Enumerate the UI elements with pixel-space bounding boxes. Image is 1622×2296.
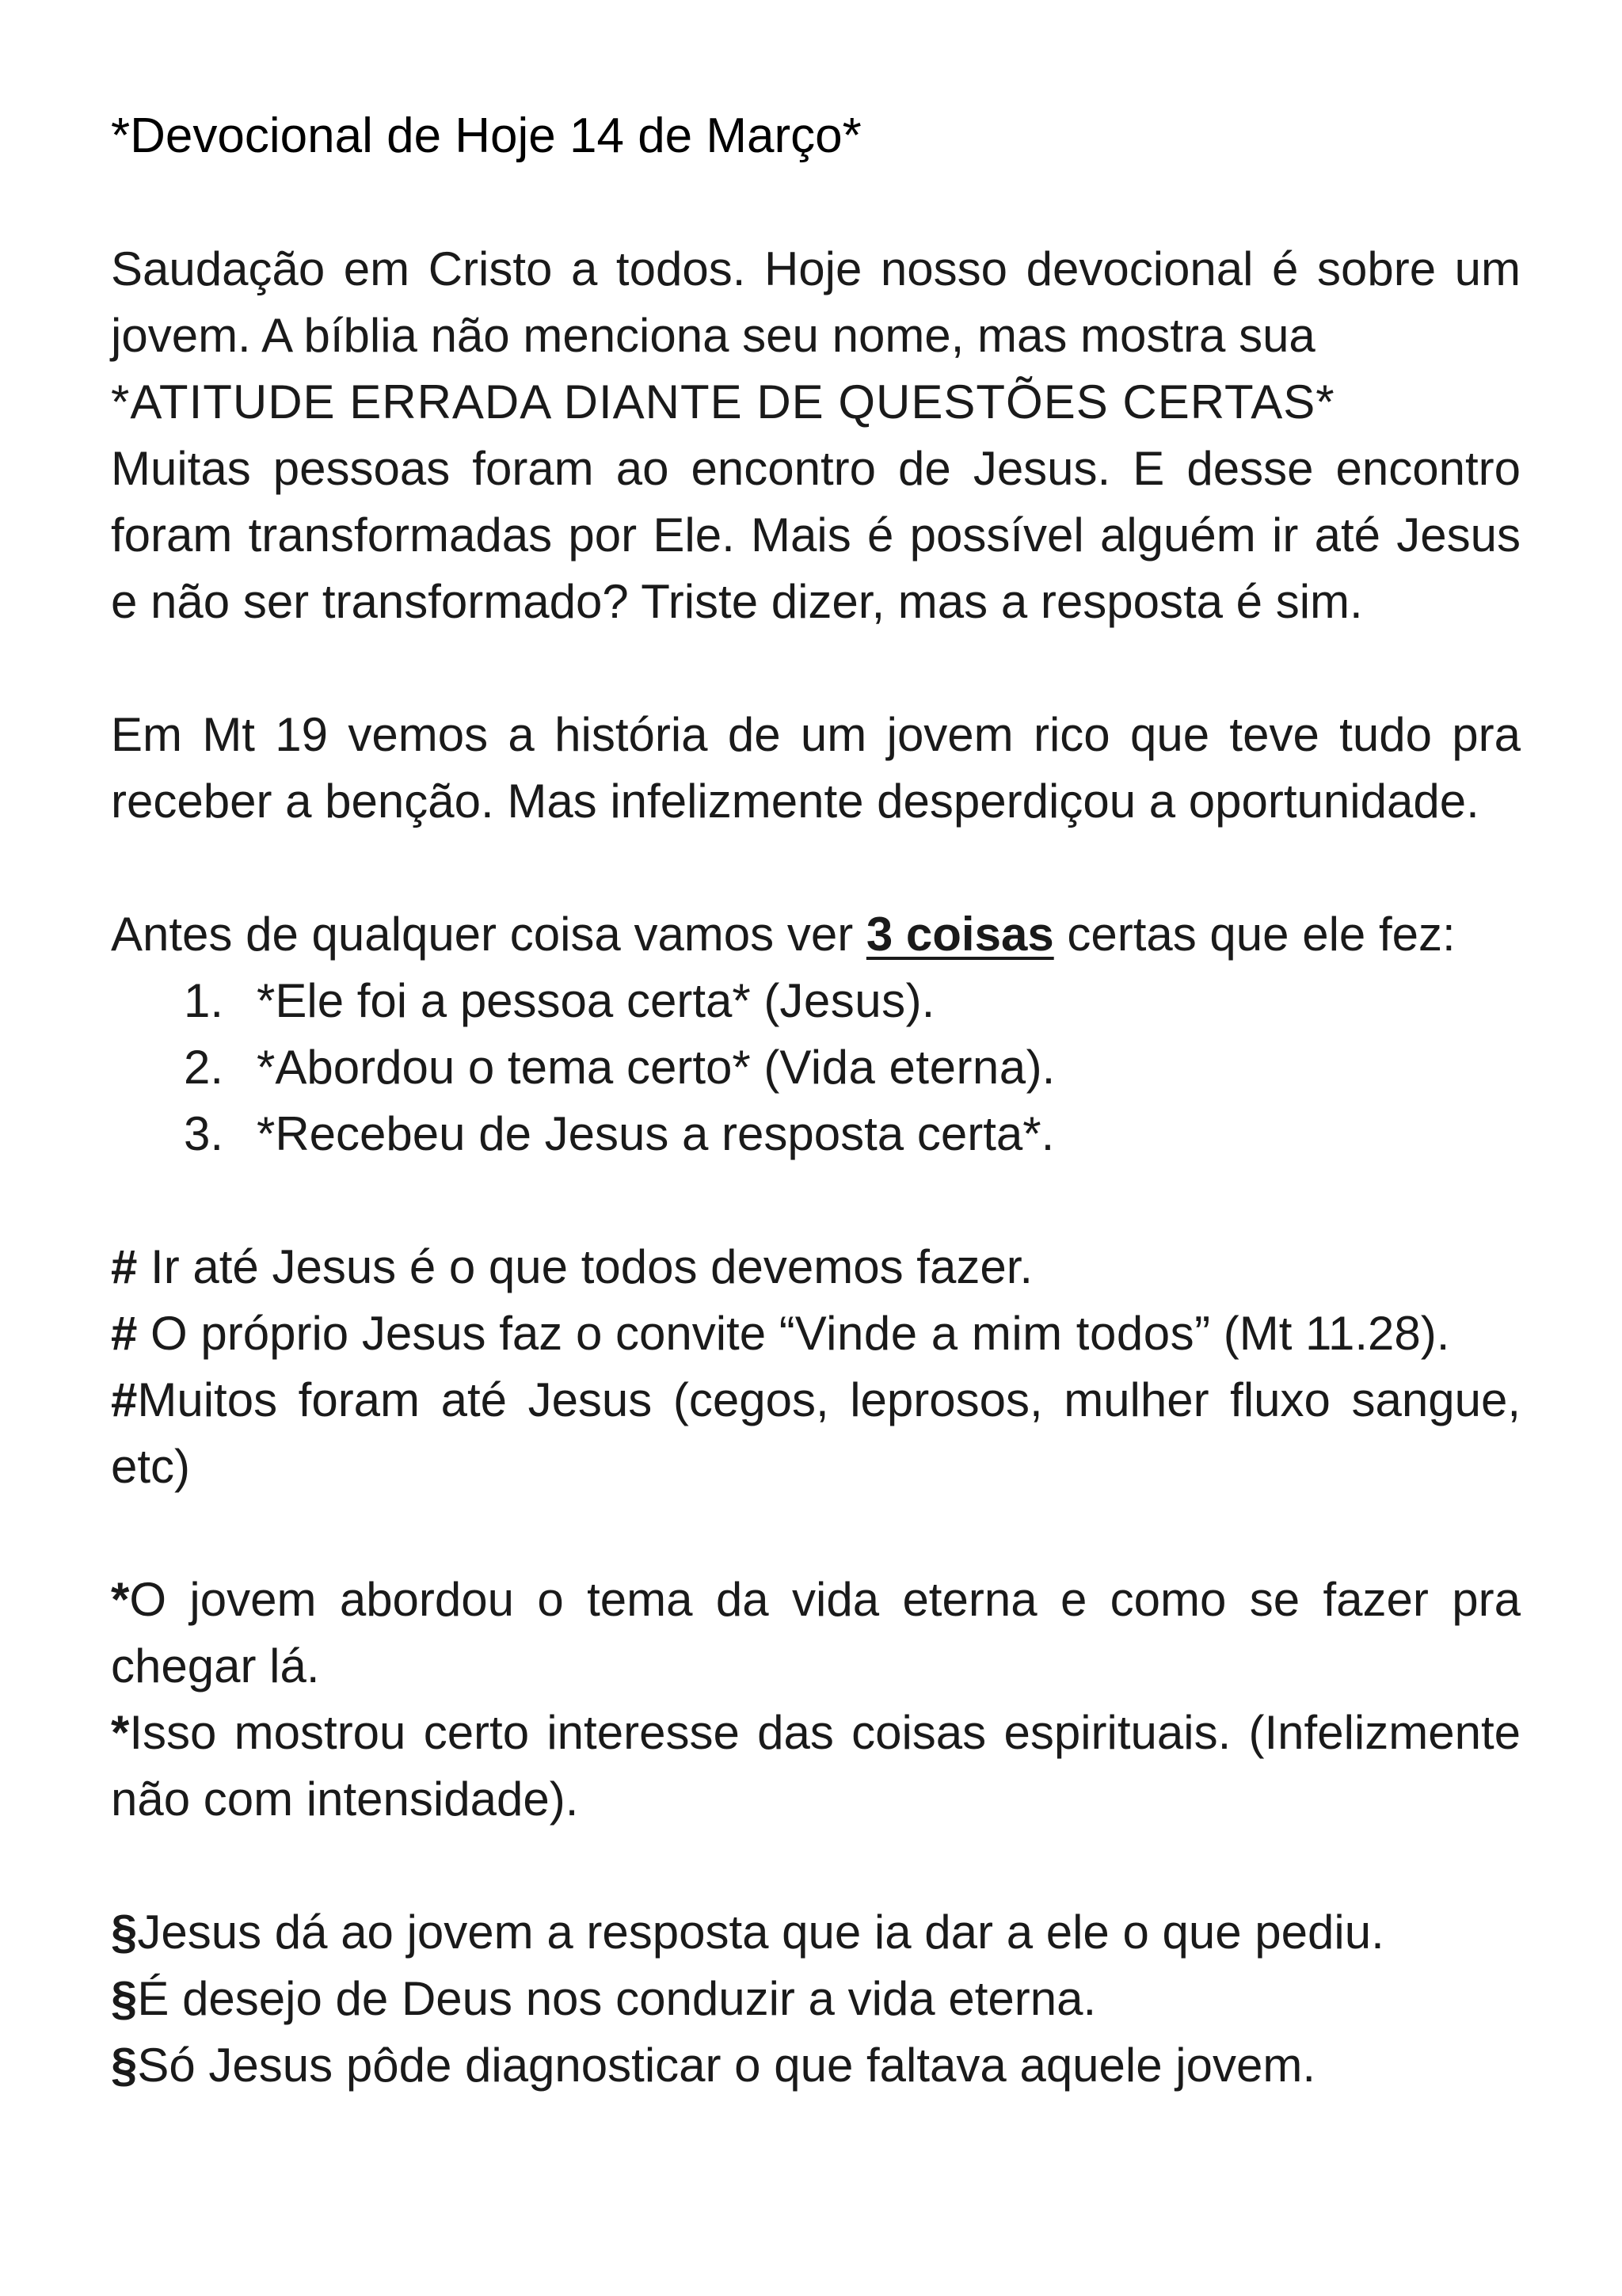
section-point — [111, 1966, 1521, 2032]
list-item-emphasis: Vida eterna — [779, 1041, 1026, 1094]
things-lead-after: certas que ele fez: — [1053, 908, 1456, 961]
star-point-text: O jovem abordou o tema da vida eterna e como se fazer pra chegar lá. — [111, 1573, 1521, 1692]
things-lead-underlined: 3 coisas — [866, 908, 1054, 961]
list-item-number: 1. — [184, 974, 224, 1027]
list-item-tail: ). — [905, 974, 935, 1027]
section-mark: § — [111, 2039, 138, 2092]
star-point — [111, 1700, 1521, 1833]
hash-mark: # — [111, 1373, 138, 1426]
list-item — [111, 1101, 1521, 1167]
list-item-number: 3. — [184, 1107, 224, 1160]
hash-point — [111, 1367, 1521, 1500]
spacer — [111, 1833, 1521, 1899]
list-item-emphasis: Jesus — [779, 974, 906, 1027]
story-paragraph: Em Mt 19 vemos a história de um jovem rico que teve tudo pra receber a benção. Mas infelizmente desperdiçou a oportunidade. — [111, 708, 1521, 828]
hash-point-tail: ” (Mt 11.28). — [1194, 1307, 1450, 1360]
spacer — [111, 1500, 1521, 1567]
intro-paragraph: Saudação em Cristo a todos. Hoje nosso devocional é sobre um jovem. A bíblia não menciona seu nome, mas mostra sua — [111, 242, 1521, 362]
list-item-text — [257, 1034, 1055, 1101]
hash-mark: # — [111, 1240, 138, 1293]
section-point-text: É desejo de Deus nos conduzir a vida eterna. — [137, 1972, 1097, 2025]
hash-point-text: Muitos foram até Jesus (cegos, leprosos, mulher fluxo sangue, etc) — [111, 1373, 1521, 1493]
star-mark: * — [111, 1706, 130, 1759]
spacer — [111, 635, 1521, 702]
hash-mark: # — [111, 1307, 138, 1360]
list-item-number: 2. — [184, 1041, 224, 1094]
section-point — [111, 1899, 1521, 1966]
spacer — [111, 1167, 1521, 1234]
list-item — [111, 968, 1521, 1034]
things-lead-before: Antes de qualquer coisa vamos ver — [111, 908, 866, 961]
list-item-body: *Recebeu de Jesus a resposta certa*. — [257, 1107, 1055, 1160]
things-list — [111, 968, 1521, 1167]
list-item-text — [257, 1101, 1054, 1167]
page-title: *Devocional de Hoje 14 de Março* — [111, 109, 862, 163]
list-item-body: *Ele foi a pessoa certa* ( — [257, 974, 780, 1027]
intro-body: Muitas pessoas foram ao encontro de Jesus. E desse encontro foram transformadas por Ele. Mais é possível alguém ir até Jesus e não ser transformado? Triste dizer, mas a resposta é sim. — [111, 442, 1521, 628]
list-item-body: *Abordou o tema certo* ( — [257, 1041, 780, 1094]
star-point — [111, 1567, 1521, 1700]
things-lead — [111, 901, 1521, 968]
list-item-text — [257, 968, 935, 1034]
star-mark: * — [111, 1573, 130, 1626]
hash-point-emphasis: Vinde a mim todos — [794, 1307, 1195, 1360]
section-mark: § — [111, 1972, 138, 2025]
star-point-text: Isso mostrou certo interesse das coisas espirituais. (Infelizmente não com intensidade). — [111, 1706, 1521, 1826]
hash-point — [111, 1234, 1521, 1300]
section-point-text: Jesus dá ao jovem a resposta que ia dar a ele o que pediu. — [137, 1906, 1384, 1959]
devotional-page — [111, 103, 1521, 2099]
section-point-text: Só Jesus pôde diagnosticar o que faltava aquele jovem. — [137, 2039, 1316, 2092]
hash-point-text: O próprio Jesus faz o convite “ — [137, 1307, 795, 1360]
hash-point — [111, 1300, 1521, 1367]
spacer — [111, 835, 1521, 901]
spacer — [111, 169, 1521, 236]
hash-point-text: Ir até Jesus é o que todos devemos fazer. — [137, 1240, 1034, 1293]
list-item — [111, 1034, 1521, 1101]
section-mark: § — [111, 1906, 138, 1959]
list-item-tail: ). — [1026, 1041, 1056, 1094]
intro-headline: *ATITUDE ERRADA DIANTE DE QUESTÕES CERTAS* — [111, 375, 1335, 428]
section-point — [111, 2032, 1521, 2099]
